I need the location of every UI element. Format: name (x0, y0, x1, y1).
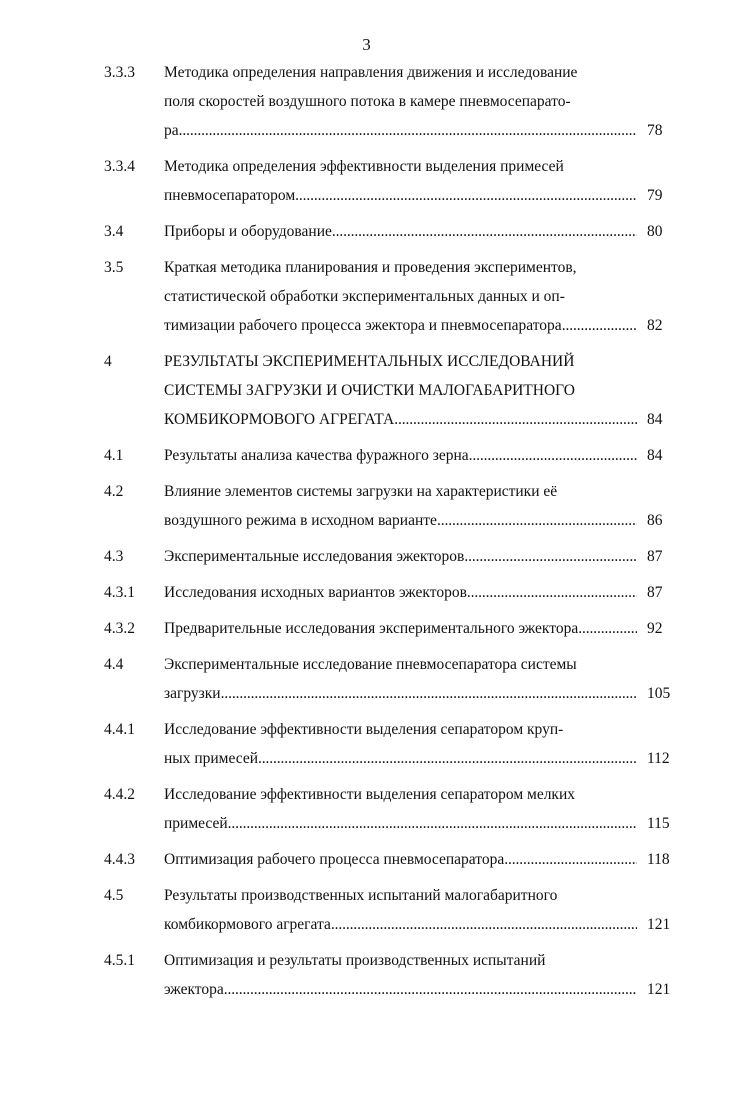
toc-entry-title (164, 347, 637, 434)
toc-entry-page: 121 (647, 916, 671, 933)
toc-entry-last-line (164, 975, 637, 1004)
toc-entry-number: 4.4 (104, 656, 124, 673)
toc-entry-line: Методика определения эффективности выделения примесей (164, 158, 564, 175)
toc-entry-last-line (164, 578, 637, 607)
toc-entry-last-text: загрузки (164, 685, 221, 702)
toc-entry-last-text: пневмосепаратором (164, 187, 296, 204)
dot-leader (221, 679, 637, 708)
toc-entry-line: СИСТЕМЫ ЗАГРУЗКИ И ОЧИСТКИ МАЛОГАБАРИТНОГО (164, 382, 575, 399)
toc-entry (0, 217, 733, 246)
toc-entry-number: 3.4 (104, 223, 124, 240)
toc-entry-line: Исследование эффективности выделения сепаратором мелких (164, 786, 576, 803)
toc-entry-last-text: Экспериментальные исследования эжекторов (164, 548, 465, 565)
toc-entry (0, 881, 733, 939)
toc-entry-title (164, 614, 637, 643)
toc-entry-title (164, 845, 637, 874)
toc-entry-page: 87 (647, 584, 663, 601)
toc-entry-title (164, 217, 637, 246)
toc-entry-line: Экспериментальные исследование пневмосепаратора системы (164, 656, 577, 673)
toc-entry-last-text: тимизации рабочего процесса эжектора и пневмосепаратора (164, 317, 562, 334)
toc-entry-last-text: ра (164, 122, 179, 139)
dot-leader (464, 542, 637, 571)
toc-entry-last-text: Предварительные исследования экспериментального эжектора (164, 620, 579, 637)
toc-entry-last-line (164, 311, 637, 340)
table-of-contents (0, 58, 733, 1011)
toc-entry-page: 121 (647, 981, 671, 998)
toc-entry-page: 105 (647, 685, 671, 702)
dot-leader (179, 116, 637, 145)
dot-leader (504, 845, 637, 874)
toc-entry-page: 92 (647, 620, 663, 637)
toc-entry (0, 614, 733, 643)
toc-entry-line: поля скоростей воздушного потока в камере пневмосепарато- (164, 93, 571, 110)
toc-entry-number: 3.3.4 (104, 158, 135, 175)
toc-entry-last-line (164, 845, 637, 874)
toc-entry-number: 4.1 (104, 447, 124, 464)
toc-entry-last-line (164, 679, 637, 708)
toc-entry-number: 4.4.2 (104, 786, 135, 803)
toc-entry-title (164, 578, 637, 607)
toc-entry-last-text: Оптимизация рабочего процесса пневмосепаратора (164, 851, 505, 868)
toc-entry (0, 347, 733, 434)
dot-leader (469, 441, 637, 470)
toc-entry-page: 79 (647, 187, 663, 204)
toc-entry-last-text: Результаты анализа качества фуражного зерна (164, 447, 469, 464)
toc-entry-last-text: комбикормового агрегата (164, 916, 331, 933)
toc-entry-title (164, 152, 637, 210)
toc-entry-number: 4 (104, 353, 112, 370)
toc-entry-number: 4.2 (104, 483, 124, 500)
toc-entry-last-line (164, 542, 637, 571)
toc-entry-number: 4.5 (104, 887, 124, 904)
dot-leader (224, 975, 637, 1004)
dot-leader (394, 405, 637, 434)
toc-entry-last-line (164, 405, 637, 434)
dot-leader (228, 809, 637, 838)
toc-entry (0, 152, 733, 210)
toc-entry-number: 4.3.1 (104, 584, 135, 601)
toc-entry-line: Исследование эффективности выделения сепаратором круп- (164, 721, 564, 738)
toc-entry-line: РЕЗУЛЬТАТЫ ЭКСПЕРИМЕНТАЛЬНЫХ ИССЛЕДОВАНИЙ (164, 353, 575, 370)
toc-entry-line: статистической обработки экспериментальных данных и оп- (164, 288, 565, 305)
dot-leader (467, 578, 637, 607)
toc-entry-page: 78 (647, 122, 663, 139)
toc-entry-last-text: Приборы и оборудование (164, 223, 332, 240)
toc-entry-number: 4.3.2 (104, 620, 135, 637)
toc-entry-title (164, 441, 637, 470)
toc-entry-title (164, 715, 637, 773)
toc-entry (0, 715, 733, 773)
toc-entry-number: 4.3 (104, 548, 124, 565)
toc-entry-page: 84 (647, 447, 663, 464)
page-number: 3 (362, 35, 371, 54)
toc-entry-last-line (164, 614, 637, 643)
toc-entry-last-line (164, 217, 637, 246)
toc-entry-title (164, 542, 637, 571)
dot-leader (578, 614, 637, 643)
toc-entry-last-text: примесей (164, 815, 228, 832)
toc-entry-title (164, 780, 637, 838)
toc-entry-title (164, 946, 637, 1004)
toc-entry-page: 87 (647, 548, 663, 565)
toc-entry-last-text: эжектора (164, 981, 224, 998)
toc-entry-number: 4.4.1 (104, 721, 135, 738)
toc-entry-line: Результаты производственных испытаний малогабаритного (164, 887, 558, 904)
toc-entry-last-line (164, 116, 637, 145)
dot-leader (437, 506, 637, 535)
toc-entry (0, 441, 733, 470)
toc-entry (0, 650, 733, 708)
toc-entry-last-line (164, 744, 637, 773)
toc-entry-last-text: ных примесей (164, 750, 258, 767)
toc-entry-page: 118 (647, 851, 670, 868)
toc-entry-title (164, 58, 637, 145)
toc-entry-number: 4.4.3 (104, 851, 135, 868)
toc-entry (0, 845, 733, 874)
toc-entry-last-text: Исследования исходных вариантов эжекторов (164, 584, 467, 601)
dot-leader (562, 311, 637, 340)
toc-entry-line: Методика определения направления движения и исследование (164, 64, 578, 81)
toc-entry-last-line (164, 809, 637, 838)
toc-entry-title (164, 477, 637, 535)
toc-entry (0, 780, 733, 838)
toc-entry-last-text: воздушного режима в исходном варианте (164, 512, 437, 529)
toc-entry-last-text: КОМБИКОРМОВОГО АГРЕГАТА (164, 411, 395, 428)
dot-leader (258, 744, 637, 773)
toc-entry (0, 477, 733, 535)
toc-entry-page: 80 (647, 223, 663, 240)
toc-entry-title (164, 881, 637, 939)
toc-entry (0, 946, 733, 1004)
toc-entry-page: 84 (647, 411, 663, 428)
toc-entry-page: 115 (647, 815, 670, 832)
toc-entry (0, 542, 733, 571)
toc-entry-number: 4.5.1 (104, 952, 135, 969)
toc-entry-title (164, 253, 637, 340)
toc-entry-line: Краткая методика планирования и проведения экспериментов, (164, 259, 577, 276)
toc-entry-page: 86 (647, 512, 663, 529)
toc-entry-line: Оптимизация и результаты производственных испытаний (164, 952, 546, 969)
dot-leader (331, 910, 637, 939)
toc-entry-line: Влияние элементов системы загрузки на характеристики её (164, 483, 558, 500)
toc-entry-number: 3.3.3 (104, 64, 135, 81)
toc-entry-title (164, 650, 637, 708)
toc-entry-last-line (164, 181, 637, 210)
toc-entry-last-line (164, 441, 637, 470)
dot-leader (332, 217, 637, 246)
toc-entry-last-line (164, 506, 637, 535)
dot-leader (295, 181, 637, 210)
toc-entry (0, 578, 733, 607)
toc-entry-number: 3.5 (104, 259, 124, 276)
toc-entry (0, 58, 733, 145)
toc-entry (0, 253, 733, 340)
toc-entry-page: 82 (647, 317, 663, 334)
toc-entry-last-line (164, 910, 637, 939)
toc-entry-page: 112 (647, 750, 670, 767)
